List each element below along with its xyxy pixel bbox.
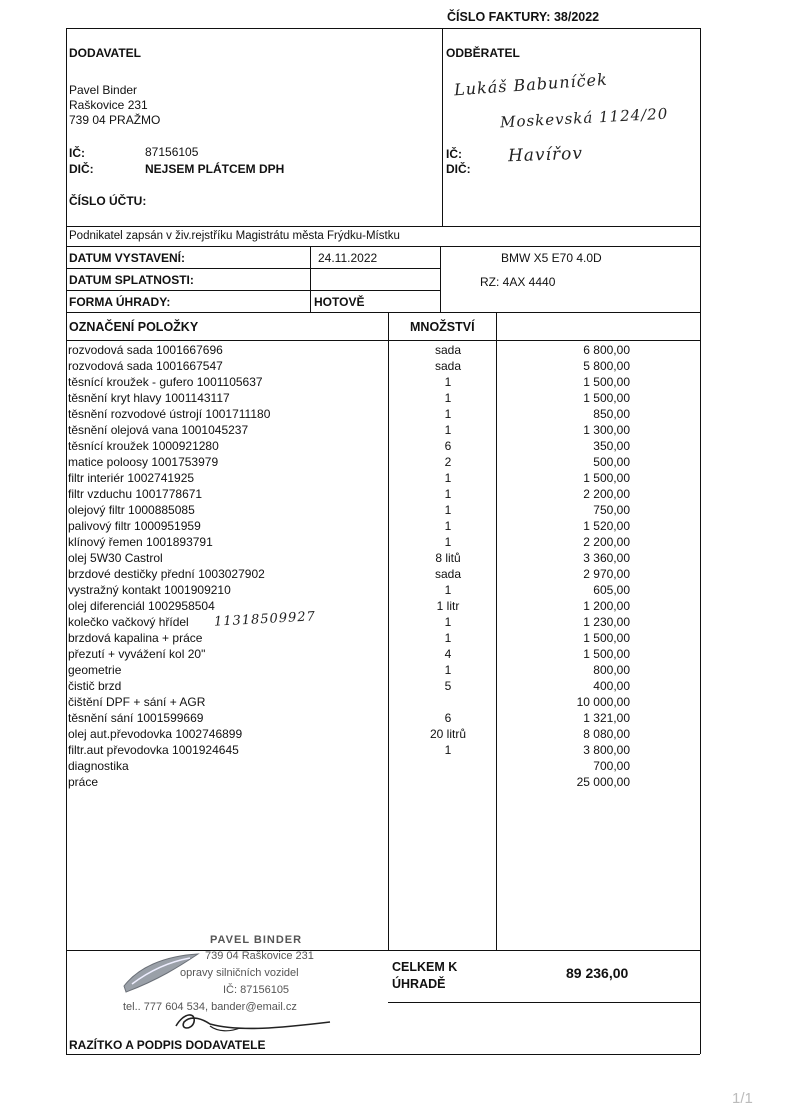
vehicle-divider: [440, 246, 441, 312]
list-item: [66, 583, 636, 599]
item-price: 350,00: [593, 439, 630, 453]
item-name: brzdová kapalina + práce: [68, 631, 203, 645]
item-name: matice poloosy 1001753979: [68, 455, 219, 469]
item-price: 1 500,00: [583, 647, 630, 661]
list-item: [66, 519, 636, 535]
customer-street-handwritten: Moskevská 1124/20: [499, 104, 669, 132]
issue-date-label: DATUM VYSTAVENÍ:: [69, 251, 185, 265]
item-name: olej aut.převodovka 1002746899: [68, 727, 243, 741]
stamp-line-4: IČ: 87156105: [223, 984, 290, 996]
supplier-name: Pavel Binder: [69, 83, 138, 97]
total-bottom-line: [388, 1002, 700, 1003]
item-qty: 1: [444, 615, 452, 629]
customer-ic-label: IČ:: [446, 147, 462, 161]
item-price: 500,00: [593, 455, 630, 469]
item-price: 1 500,00: [583, 375, 630, 389]
item-name: práce: [68, 775, 99, 789]
item-name: čistič brzd: [68, 679, 122, 693]
item-qty: 1: [444, 583, 452, 597]
signature-label: RAZÍTKO A PODPIS DODAVATELE: [69, 1038, 266, 1052]
vehicle-model: BMW X5 E70 4.0D: [501, 251, 602, 265]
item-price: 850,00: [593, 407, 630, 421]
customer-city-handwritten: Havířov: [507, 143, 584, 167]
list-item: [66, 567, 636, 583]
item-qty: 1: [444, 391, 452, 405]
page-number: 1/1: [732, 1090, 753, 1107]
stamp-line-5: tel.. 777 604 534, bander@email.cz: [123, 1001, 297, 1013]
signature-icon: [170, 1008, 340, 1038]
list-item: [66, 423, 636, 439]
item-name: rozvodová sada 1001667696: [68, 343, 223, 357]
due-date-label: DATUM SPLATNOSTI:: [69, 273, 194, 287]
vehicle-plate: RZ: 4AX 4440: [480, 275, 556, 289]
item-qty: 1: [444, 375, 452, 389]
customer-heading: ODBĚRATEL: [446, 46, 520, 60]
item-qty: 1: [444, 535, 452, 549]
item-price: 1 500,00: [583, 471, 630, 485]
dates-bottom-line: [66, 312, 700, 313]
item-name: těsnění olejová vana 1001045237: [68, 423, 249, 437]
item-name: olej diferenciál 1002958504: [68, 599, 215, 613]
item-price: 10 000,00: [576, 695, 630, 709]
item-name: filtr vzduchu 1001778671: [68, 487, 203, 501]
items-header-line: [66, 340, 700, 341]
supplier-ic-value: 87156105: [145, 145, 199, 159]
list-item: [66, 359, 636, 375]
list-item: [66, 535, 636, 551]
list-item: [66, 711, 636, 727]
customer-name-handwritten: Lukáš Babuníček: [453, 69, 609, 100]
item-qty: 1: [444, 487, 452, 501]
items-header-qty: MNOŽSTVÍ: [410, 320, 475, 334]
frame-bottom: [66, 1054, 700, 1055]
supplier-street: Raškovice 231: [69, 98, 148, 112]
dates-divider: [310, 246, 311, 312]
item-price: 25 000,00: [576, 775, 630, 789]
item-price: 2 970,00: [583, 567, 630, 581]
header-divider: [442, 28, 443, 226]
supplier-dic-value: NEJSEM PLÁTCEM DPH: [145, 162, 285, 176]
item-price: 1 500,00: [583, 631, 630, 645]
list-item: [66, 663, 636, 679]
list-item: [66, 743, 636, 759]
item-qty: 1: [444, 503, 452, 517]
supplier-heading: DODAVATEL: [69, 46, 141, 60]
stamp-line-3: opravy silničních vozidel: [180, 967, 299, 979]
frame-right: [700, 28, 701, 1054]
supplier-city: 739 04 PRAŽMO: [69, 113, 161, 127]
stamp-line-2: 739 04 Raškovice 231: [205, 950, 314, 962]
item-qty: 1: [444, 631, 452, 645]
supplier-ic-label: IČ:: [69, 146, 85, 160]
supplier-dic-label: DIČ:: [69, 162, 94, 176]
item-name: vystražný kontakt 1001909210: [68, 583, 231, 597]
item-name: olejový filtr 1000885085: [68, 503, 195, 517]
item-price: 6 800,00: [583, 343, 630, 357]
list-item: [66, 727, 636, 743]
item-price: 2 200,00: [583, 535, 630, 549]
item-name: přezutí + vyvážení kol 20": [68, 647, 206, 661]
item-price: 5 800,00: [583, 359, 630, 373]
item-price: 3 800,00: [583, 743, 630, 757]
item-name: těsnící kroužek - gufero 1001105637: [68, 375, 263, 389]
list-item: [66, 775, 636, 791]
item-qty: 1: [444, 519, 452, 533]
item-qty: sada: [434, 359, 462, 373]
total-label-line-1: CELKEM K: [392, 960, 458, 974]
item-name: těsnění rozvodové ústrojí 1001711180: [68, 407, 271, 421]
item-qty: 1: [444, 471, 452, 485]
item-name: těsnící kroužek 1000921280: [68, 439, 219, 453]
item-name: těsnění sání 1001599669: [68, 711, 204, 725]
list-item: [66, 679, 636, 695]
item-price: 1 520,00: [583, 519, 630, 533]
total-value: 89 236,00: [566, 965, 629, 981]
list-item: [66, 615, 636, 631]
list-item: [66, 487, 636, 503]
list-item: [66, 471, 636, 487]
item-qty: sada: [434, 567, 462, 581]
supplier-account-label: ČÍSLO ÚČTU:: [69, 194, 147, 208]
list-item: [66, 647, 636, 663]
item-price: 1 200,00: [583, 599, 630, 613]
item-name: filtr.aut převodovka 1001924645: [68, 743, 239, 757]
item-qty: 1: [444, 663, 452, 677]
item-price: 605,00: [593, 583, 630, 597]
item-qty: sada: [434, 343, 462, 357]
stamp-line-1: PAVEL BINDER: [210, 934, 303, 946]
items-header-name: OZNAČENÍ POLOŽKY: [69, 320, 199, 334]
item-name: těsnění kryt hlavy 1001143117: [68, 391, 230, 405]
item-name: čištění DPF + sání + AGR: [68, 695, 206, 709]
list-item: [66, 759, 636, 775]
issue-date-value: 24.11.2022: [318, 251, 378, 265]
item-qty: 4: [444, 647, 452, 661]
item-price: 1 300,00: [583, 423, 630, 437]
item-name: rozvodová sada 1001667547: [68, 359, 223, 373]
item-qty: 1: [444, 407, 452, 421]
list-item: [66, 503, 636, 519]
item-qty: 20 litrů: [429, 727, 467, 741]
list-item: [66, 551, 636, 567]
item-qty: 1 litr: [436, 599, 460, 613]
dates-line-2: [66, 290, 440, 291]
list-item: [66, 439, 636, 455]
item-price: 1 500,00: [583, 391, 630, 405]
payment-method-label: FORMA ÚHRADY:: [69, 295, 171, 309]
list-item: [66, 695, 636, 711]
item-qty: 8 litů: [435, 551, 461, 565]
item-price: 750,00: [593, 503, 630, 517]
list-item: [66, 599, 636, 615]
registry-bottom-line: [66, 246, 700, 247]
list-item: [66, 343, 636, 359]
registry-note: Podnikatel zapsán v živ.rejstříku Magistrátu města Frýdku-Místku: [69, 230, 400, 242]
list-item: [66, 407, 636, 423]
item-name: klínový řemen 1001893791: [68, 535, 213, 549]
item-price: 8 080,00: [583, 727, 630, 741]
item-qty: 1: [444, 423, 452, 437]
item-price: 1 321,00: [583, 711, 630, 725]
handwritten-part-number: 11318509927: [213, 609, 317, 630]
dates-line-1: [66, 268, 440, 269]
item-price: 3 360,00: [583, 551, 630, 565]
frame-top: [66, 28, 700, 29]
item-name: palivový filtr 1000951959: [68, 519, 201, 533]
item-name: olej 5W30 Castrol: [68, 551, 163, 565]
item-name: diagnostika: [68, 759, 129, 773]
list-item: [66, 455, 636, 471]
item-name: geometrie: [68, 663, 122, 677]
item-qty: 6: [444, 439, 452, 453]
item-price: 400,00: [593, 679, 630, 693]
item-qty: 1: [444, 743, 452, 757]
item-price: 800,00: [593, 663, 630, 677]
customer-dic-label: DIČ:: [446, 162, 471, 176]
item-qty: 5: [444, 679, 452, 693]
payment-method-value: HOTOVĚ: [314, 295, 365, 309]
item-price: 2 200,00: [583, 487, 630, 501]
list-item: [66, 391, 636, 407]
item-qty: 6: [444, 711, 452, 725]
list-item: [66, 631, 636, 647]
item-price: 1 230,00: [583, 615, 630, 629]
item-name: filtr interiér 1002741925: [68, 471, 195, 485]
total-label-line-2: ÚHRADĚ: [392, 977, 446, 991]
item-price: 700,00: [593, 759, 630, 773]
item-qty: 2: [444, 455, 452, 469]
list-item: [66, 375, 636, 391]
item-name: kolečko vačkový hřídel: [68, 615, 189, 629]
invoice-number: ČÍSLO FAKTURY: 38/2022: [447, 10, 600, 24]
header-bottom-line: [66, 226, 700, 227]
item-name: brzdové destičky přední 1003027902: [68, 567, 265, 581]
